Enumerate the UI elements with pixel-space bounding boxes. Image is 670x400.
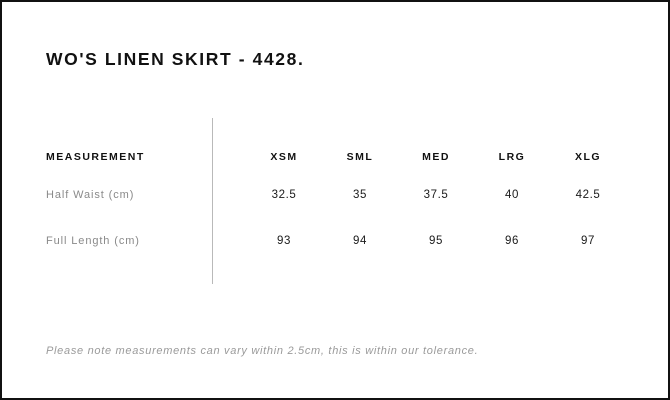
column-header-sml: SML — [346, 151, 374, 163]
size-chart-table — [46, 142, 626, 264]
table-header-row — [46, 142, 626, 172]
table-header — [46, 142, 626, 172]
cell-half-waist-xlg: 42.5 — [575, 189, 601, 201]
column-header-xsm: XSM — [270, 151, 298, 163]
row-label-half-waist: Half Waist (cm) — [46, 189, 135, 201]
cell-full-length-xsm: 93 — [277, 235, 291, 247]
page-title: WO'S LINEN SKIRT - 4428. — [46, 49, 305, 69]
table-row — [46, 172, 626, 218]
column-header-measurement: MEASUREMENT — [46, 151, 145, 163]
column-header-xlg: XLG — [574, 151, 602, 163]
column-header-lrg: LRG — [498, 151, 526, 163]
cell-full-length-lrg: 96 — [505, 235, 519, 247]
row-label-full-length: Full Length (cm) — [46, 235, 140, 247]
cell-half-waist-lrg: 40 — [505, 189, 519, 201]
table-body — [46, 172, 626, 264]
cell-half-waist-sml: 35 — [353, 189, 367, 201]
cell-half-waist-med: 37.5 — [423, 189, 449, 201]
tolerance-note: Please note measurements can vary within 2.5cm, this is within our tolerance. — [46, 345, 479, 357]
cell-full-length-sml: 94 — [353, 235, 367, 247]
cell-full-length-xlg: 97 — [581, 235, 595, 247]
column-header-med: MED — [422, 151, 450, 163]
cell-half-waist-xsm: 32.5 — [271, 189, 297, 201]
cell-full-length-med: 95 — [429, 235, 443, 247]
content-area — [46, 2, 640, 398]
table-row — [46, 218, 626, 264]
